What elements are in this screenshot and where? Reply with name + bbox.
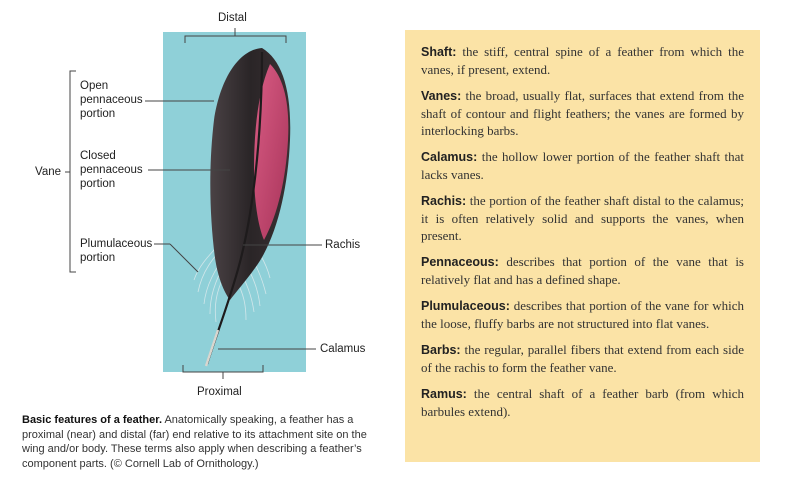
figure-caption [22,413,382,471]
glossary-entry [421,385,744,420]
glossary-entry [421,253,744,288]
glossary-definition: the hollow lower portion of the feather shaft that lacks vanes. [421,149,744,182]
glossary-entry [421,87,744,139]
label-open-pennaceous: Open pennaceous portion [80,80,143,120]
glossary-term: Rachis: [421,194,467,208]
label-plumulaceous: Plumulaceous portion [80,238,153,264]
glossary-definition: describes that portion of the vane for which the loose, fluffy barbs are not structured into flat vanes. [421,298,744,331]
label-calamus: Calamus [320,343,366,355]
caption-title: Basic features of a feather. [22,414,163,426]
glossary-term: Barbs: [421,343,461,357]
label-closed-pennaceous: Closed pennaceous portion [80,150,143,190]
glossary-entry [421,148,744,183]
glossary-term: Calamus: [421,150,478,164]
label-vane: Vane [35,166,62,178]
glossary-term: Vanes: [421,89,462,103]
label-proximal: Proximal [197,386,242,398]
glossary-definition: describes that portion of the vane that is relatively flat and has a defined shape. [421,254,744,287]
glossary-entry [421,43,744,78]
glossary-term: Ramus: [421,387,467,401]
glossary-definition: the central shaft of a feather barb (from which barbules extend). [421,386,744,419]
label-rachis: Rachis [325,239,361,251]
glossary-entry [421,341,744,376]
vane-bracket [65,71,76,272]
glossary-definition: the regular, parallel fibers that extend from each side of the rachis to form the feather vane. [421,342,744,375]
glossary-definition: the portion of the feather shaft distal to the calamus; it is often relatively solid and supports the vanes, when present. [421,193,744,243]
glossary-definition: the broad, usually flat, surfaces that extend from the shaft of contour and flight feathers; the vanes are formed by interlocking barbs. [421,88,744,138]
glossary-definition: the stiff, central spine of a feather from which the vanes, if present, extend. [421,44,744,77]
glossary-term: Shaft: [421,45,457,59]
caption-body: Anatomically speaking, a feather has a proximal (near) and distal (far) end relative to its attachment site on the wing and/or body. These terms also apply when describing a feather’s component parts. (© Cornell Lab of Ornithology.) [22,414,367,470]
glossary-term: Plumulaceous: [421,299,510,313]
glossary-term: Pennaceous: [421,255,499,269]
glossary-entry [421,192,744,244]
glossary-entry [421,297,744,332]
label-distal: Distal [218,12,247,24]
glossary-panel [405,30,760,462]
